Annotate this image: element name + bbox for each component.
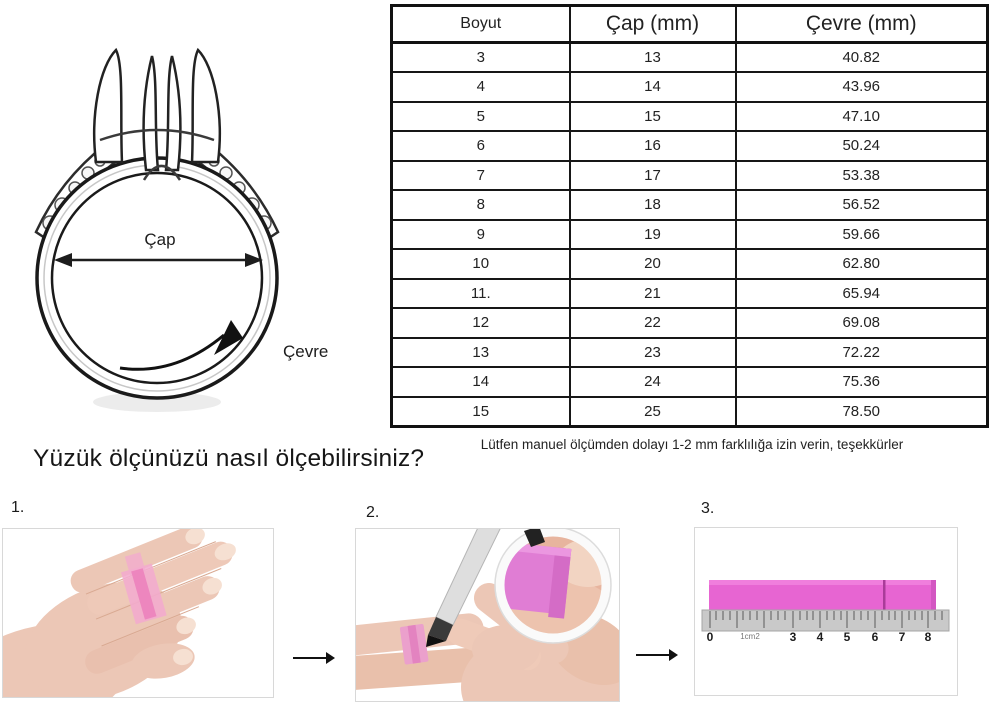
- ring-prongs: [94, 50, 220, 180]
- circumference-cell: 40.82: [736, 43, 988, 73]
- measurement-tolerance-note: Lütfen manuel ölçümden dolayı 1-2 mm farklılığa izin verin, teşekkürler: [480, 437, 904, 452]
- header-circumference: Çevre (mm): [736, 6, 988, 43]
- diameter-cell: 18: [570, 190, 736, 220]
- table-row: [392, 249, 988, 279]
- table-row: [392, 161, 988, 191]
- step-1-label: 1.: [11, 499, 25, 516]
- diameter-cell: 25: [570, 397, 736, 427]
- size-cell: 13: [392, 338, 570, 368]
- arrow-right-icon: [636, 647, 678, 663]
- size-cell: 12: [392, 308, 570, 338]
- header-diameter: Çap (mm): [570, 6, 736, 43]
- diameter-cell: 16: [570, 131, 736, 161]
- circumference-cell: 47.10: [736, 102, 988, 132]
- size-cell: 4: [392, 72, 570, 102]
- table-row: [392, 72, 988, 102]
- circumference-cell: 43.96: [736, 72, 988, 102]
- diameter-cell: 24: [570, 367, 736, 397]
- mark-line: [883, 580, 886, 611]
- circumference-cell: 72.22: [736, 338, 988, 368]
- diameter-cell: 20: [570, 249, 736, 279]
- strip-on-ruler-illustration: [695, 528, 957, 695]
- step-3-label: 3.: [701, 500, 715, 517]
- how-to-heading: Yüzük ölçünüzü nasıl ölçebilirsiniz?: [33, 445, 425, 472]
- marking-strip-illustration: [356, 529, 619, 701]
- table-row: [392, 131, 988, 161]
- arrow-right-icon: [293, 650, 335, 666]
- size-cell: 11.: [392, 279, 570, 309]
- step-1-photo: [2, 528, 274, 698]
- size-cell: 7: [392, 161, 570, 191]
- circumference-cell: 56.52: [736, 190, 988, 220]
- ruler-label: 8: [924, 630, 932, 644]
- diameter-cell: 22: [570, 308, 736, 338]
- circumference-cell: 69.08: [736, 308, 988, 338]
- circumference-cell: 75.36: [736, 367, 988, 397]
- table-header-row: [392, 6, 988, 43]
- table-row: [392, 190, 988, 220]
- diameter-cell: 17: [570, 161, 736, 191]
- circumference-cell: 59.66: [736, 220, 988, 250]
- circumference-cell: 62.80: [736, 249, 988, 279]
- table-row: [392, 279, 988, 309]
- ruler-label: 1cm2: [740, 632, 760, 641]
- ruler-label: 4: [816, 630, 824, 644]
- ring-size-table: [390, 4, 989, 428]
- ruler-label: 7: [898, 630, 906, 644]
- ruler-label: 5: [843, 630, 851, 644]
- table-row: [392, 367, 988, 397]
- size-cell: 6: [392, 131, 570, 161]
- ring-diagram: [0, 20, 390, 420]
- circumference-label: Çevre: [283, 342, 329, 361]
- ruler-label: 0: [706, 630, 714, 644]
- header-size: Boyut: [392, 6, 570, 43]
- circumference-cell: 65.94: [736, 279, 988, 309]
- table-row: [392, 102, 988, 132]
- diameter-cell: 15: [570, 102, 736, 132]
- ruler-label: 6: [871, 630, 879, 644]
- ruler: [702, 610, 949, 644]
- circumference-cell: 53.38: [736, 161, 988, 191]
- circumference-cell: 78.50: [736, 397, 988, 427]
- diameter-cell: 21: [570, 279, 736, 309]
- size-cell: 3: [392, 43, 570, 73]
- step-2-photo: [355, 528, 620, 702]
- table-row: [392, 338, 988, 368]
- table-row: [392, 220, 988, 250]
- measuring-strip: [709, 580, 936, 611]
- table-row: [392, 43, 988, 73]
- size-cell: 10: [392, 249, 570, 279]
- size-cell: 14: [392, 367, 570, 397]
- step-2-label: 2.: [366, 504, 380, 521]
- size-cell: 9: [392, 220, 570, 250]
- step-3-photo: [694, 527, 958, 696]
- size-cell: 8: [392, 190, 570, 220]
- diameter-cell: 13: [570, 43, 736, 73]
- size-cell: 15: [392, 397, 570, 427]
- circumference-cell: 50.24: [736, 131, 988, 161]
- diameter-cell: 14: [570, 72, 736, 102]
- ruler-label: 3: [789, 630, 797, 644]
- diameter-cell: 23: [570, 338, 736, 368]
- hand-with-strip-illustration: [3, 529, 273, 697]
- diameter-label: Çap: [144, 230, 176, 249]
- table-row: [392, 308, 988, 338]
- diameter-cell: 19: [570, 220, 736, 250]
- table-row: [392, 397, 988, 427]
- size-cell: 5: [392, 102, 570, 132]
- ring-band: [37, 158, 277, 398]
